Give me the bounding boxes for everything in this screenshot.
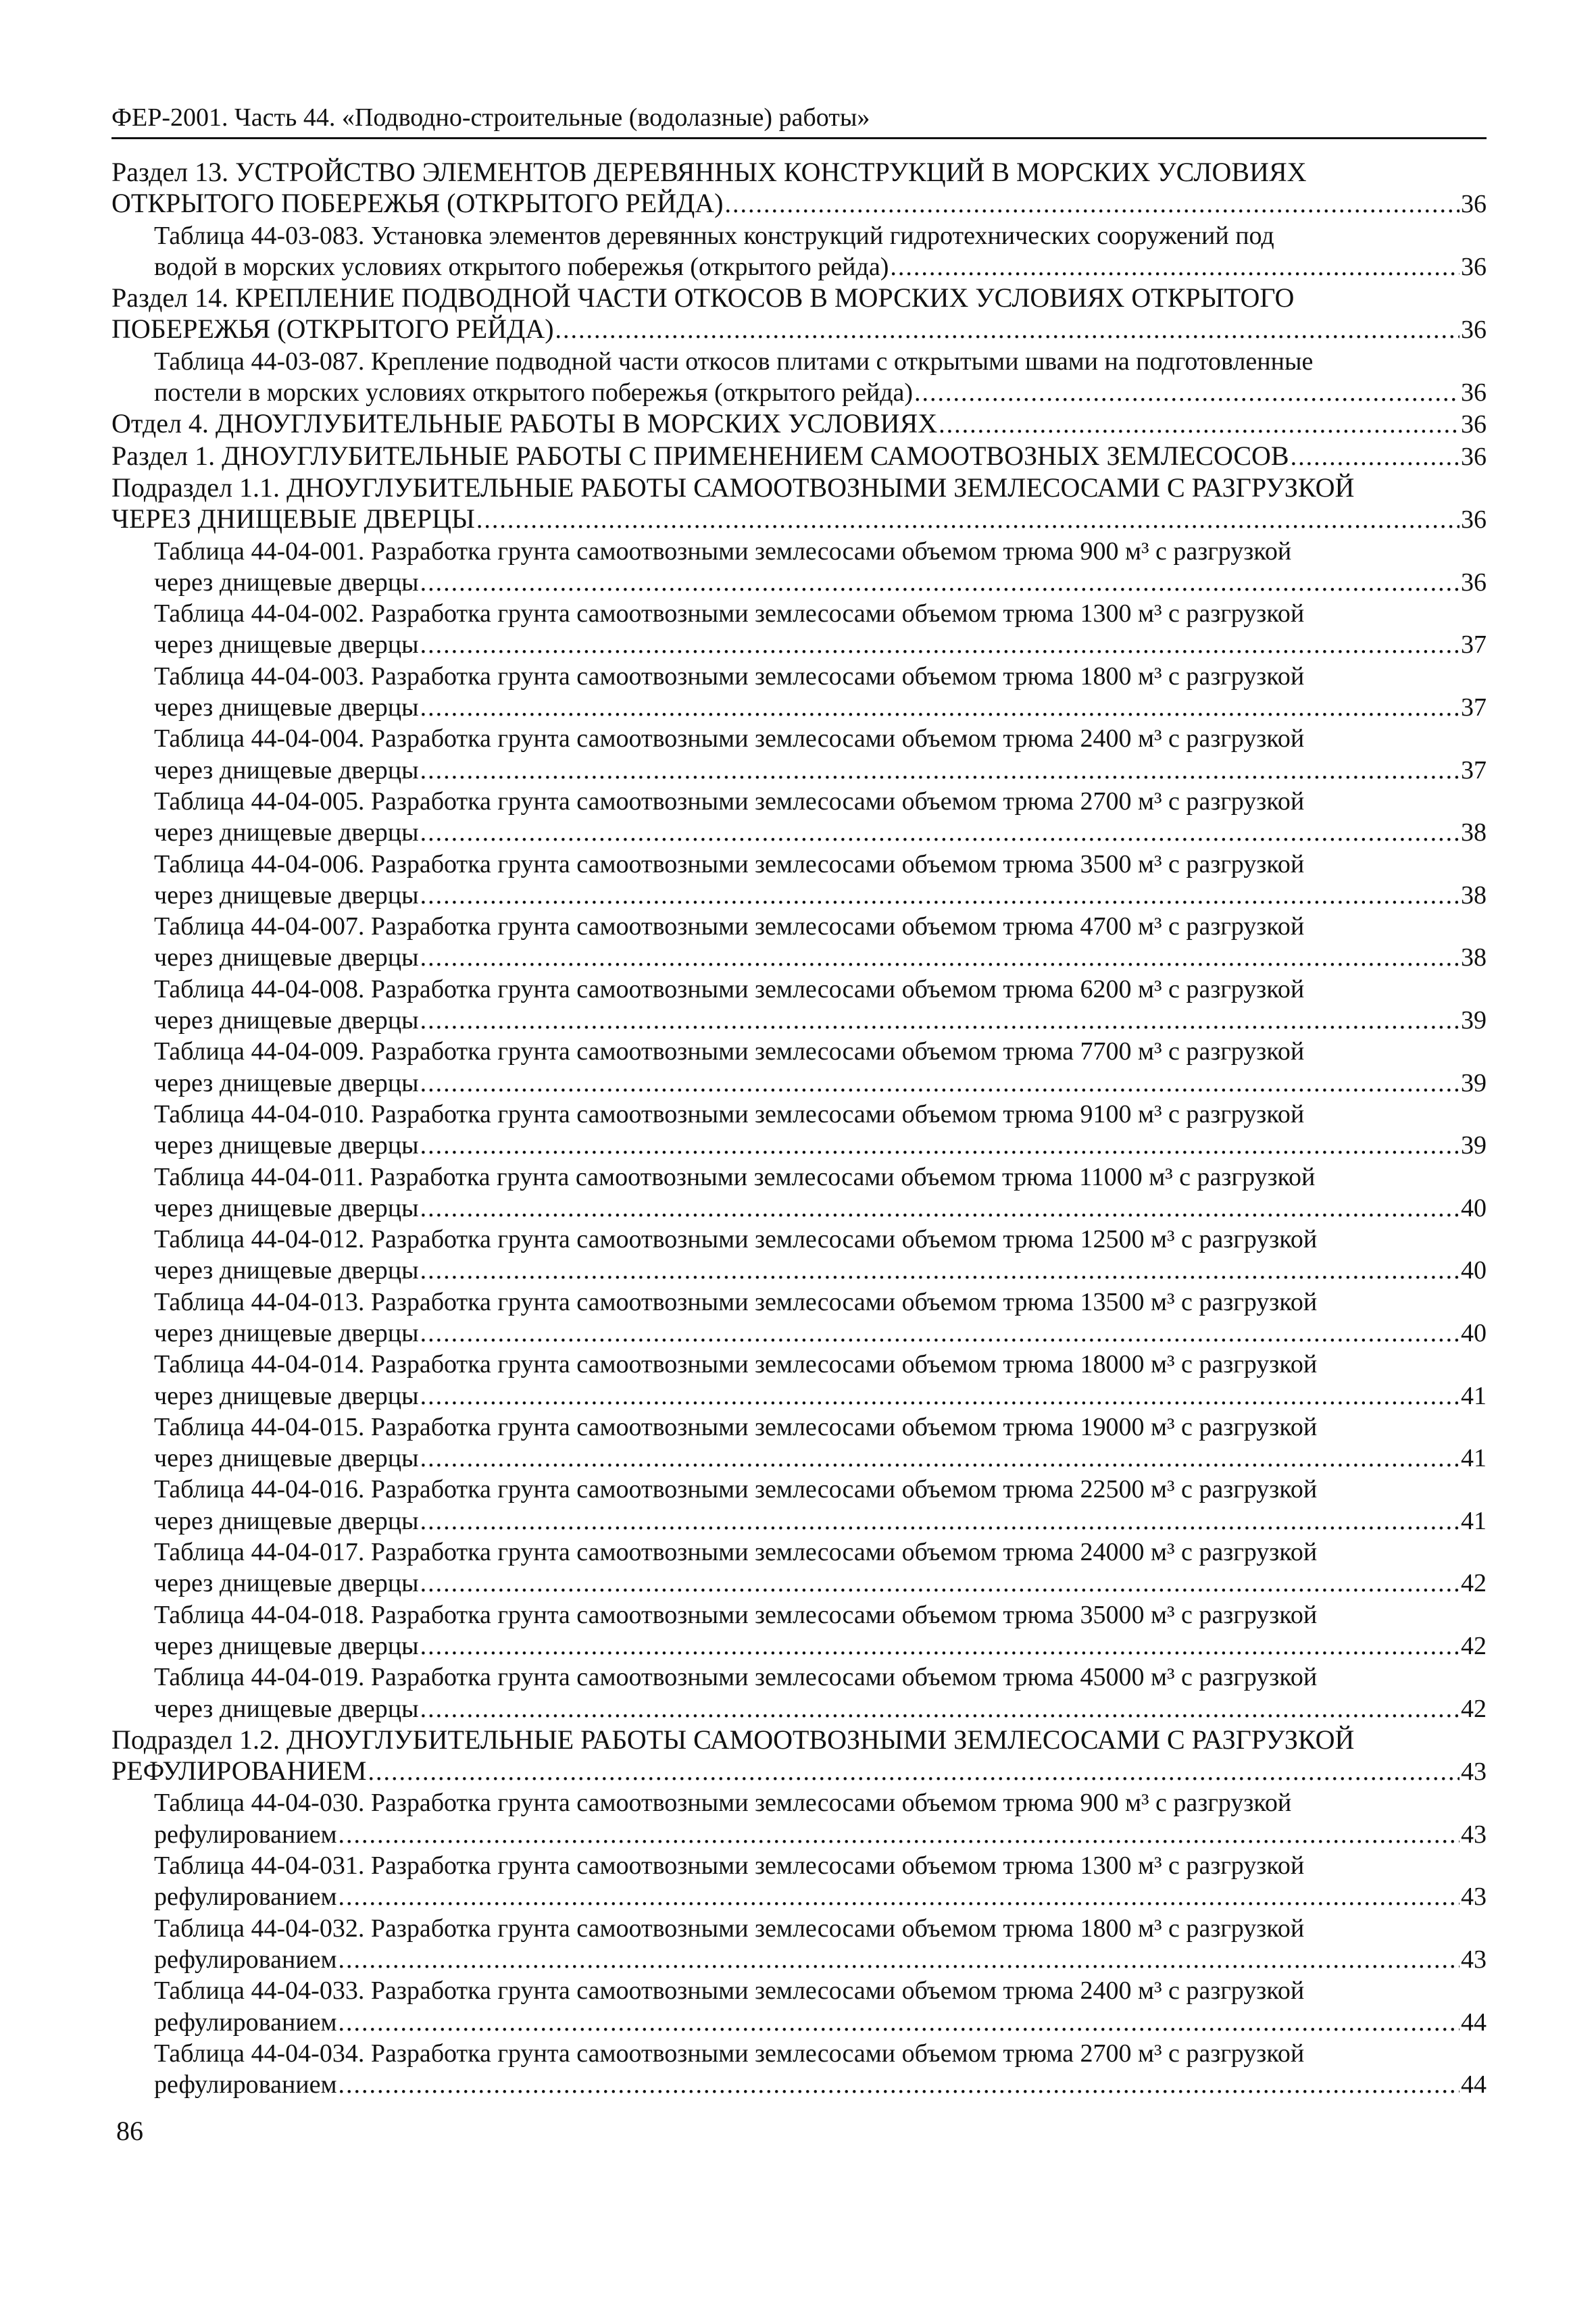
toc-entry-title-line1: Таблица 44-04-034. Разработка грунта самоотвозными землесосами объемом трюма 2700 м³ с разгрузкой [154,2039,1305,2068]
toc-entry-title-tail: рефулированием [154,2070,337,2099]
toc-entry-page: 40 [1461,1256,1487,1285]
dot-leader [420,1631,1460,1662]
dot-leader [420,629,1460,660]
toc-entry-page: 43 [1461,1758,1487,1787]
header-rule [111,137,1487,139]
toc-table-entry [111,1913,1487,1976]
toc-entry-title-line2 [111,1819,1487,1850]
toc-entry-title-line2 [111,377,1487,408]
dot-leader [939,409,1460,440]
dot-leader [420,1568,1460,1599]
toc-entry-title-line2 [111,1881,1487,1912]
toc-entry-page: 36 [1461,316,1487,345]
toc-entry-page: 36 [1461,410,1487,439]
dot-leader [339,2069,1460,2100]
toc-entry-title-tail: через днищевые дверцы [154,880,419,910]
toc-table-entry [111,598,1487,661]
toc-entry-title-line2 [111,1193,1487,1224]
dot-leader [420,1505,1460,1537]
toc-entry-title-tail: через днищевые дверцы [154,1068,419,1097]
toc-entry-page: 42 [1461,1694,1487,1723]
toc-section-entry [111,1724,1487,1788]
toc-entry-page: 36 [1461,378,1487,407]
toc-entry-title-line2 [111,1443,1487,1474]
toc-entry-title-line1: Таблица 44-04-016. Разработка грунта самоотвозными землесосами объемом трюма 22500 м³ с разгрузкой [154,1475,1318,1504]
toc-entry-title-line1: Таблица 44-04-011. Разработка грунта самоотвозными землесосами объемом трюма 11000 м³ с разгрузкой [154,1162,1316,1191]
toc-entry-title-line1: Таблица 44-04-013. Разработка грунта самоотвозными землесосами объемом трюма 13500 м³ с разгрузкой [154,1287,1318,1316]
dot-leader [420,1380,1460,1412]
dot-leader [420,1193,1460,1224]
toc-entry-title-line2 [111,188,1487,220]
toc-entry-title-line1: Таблица 44-04-012. Разработка грунта самоотвозными землесосами объемом трюма 12500 м³ с разгрузкой [154,1225,1318,1254]
toc-entry-title-line2 [111,1130,1487,1161]
toc-entry-title-line1: Таблица 44-04-004. Разработка грунта самоотвозными землесосами объемом трюма 2400 м³ с разгрузкой [154,724,1305,753]
toc-entry-page: 36 [1461,505,1487,534]
toc-entry-page: 40 [1461,1318,1487,1347]
toc-entry-page: 36 [1461,568,1487,597]
dot-leader [420,1318,1460,1349]
toc-entry-title-tail: через днищевые дверцы [154,693,419,722]
toc-entry-title-tail: постели в морских условиях открытого побережья (открытого рейда) [154,378,914,407]
toc-entry-page: 39 [1461,1068,1487,1097]
toc-entry-title-tail: через днищевые дверцы [154,818,419,847]
toc-entry-title-tail: через днищевые дверцы [154,755,419,785]
toc-table-entry [111,849,1487,912]
toc-entry-title-line1: Таблица 44-04-006. Разработка грунта самоотвозными землесосами объемом трюма 3500 м³ с разгрузкой [154,849,1305,878]
toc-entry-title-line1: Таблица 44-04-032. Разработка грунта самоотвозными землесосами объемом трюма 1800 м³ с разгрузкой [154,1914,1305,1943]
toc-entry-title-line1: Таблица 44-04-009. Разработка грунта самоотвозными землесосами объемом трюма 7700 м³ с разгрузкой [154,1037,1305,1066]
toc-entry-title-line2 [111,567,1487,598]
toc-table-entry [111,1850,1487,1913]
toc-entry-title-tail: через днищевые дверцы [154,1006,419,1035]
toc-entry-title-line1: Таблица 44-04-002. Разработка грунта самоотвозными землесосами объемом трюма 1300 м³ с разгрузкой [154,599,1305,628]
toc-entry-title-tail: ОТКРЫТОГО ПОБЕРЕЖЬЯ (ОТКРЫТОГО РЕЙДА) [111,188,724,219]
dot-leader [420,1693,1460,1724]
toc-entry-title-line1: Таблица 44-04-005. Разработка грунта самоотвозными землесосами объемом трюма 2700 м³ с разгрузкой [154,787,1305,816]
dot-leader [890,251,1460,282]
toc-table-entry [111,536,1487,599]
toc-entry-title-line1: Раздел 13. УСТРОЙСТВО ЭЛЕМЕНТОВ ДЕРЕВЯННЫХ КОНСТРУКЦИЙ В МОРСКИХ УСЛОВИЯХ [111,157,1307,187]
toc-entry-page: 41 [1461,1506,1487,1535]
toc-entry-title-tail: через днищевые дверцы [154,1631,419,1660]
toc-entry-title-tail: рефулированием [154,1945,337,1974]
dot-leader [420,1443,1460,1474]
toc-entry-title-tail: ЧЕРЕЗ ДНИЩЕВЫЕ ДВЕРЦЫ [111,503,475,534]
toc-entry-title-tail: водой в морских условиях открытого побережья (открытого рейда) [154,252,889,281]
toc-entry-title-line2 [111,880,1487,911]
toc-entry-title-tail: через днищевые дверцы [154,630,419,659]
toc-entry-page: 36 [1461,190,1487,219]
toc-entry-title-line2 [111,251,1487,282]
dot-leader [339,1881,1460,1912]
toc-table-entry [111,1099,1487,1162]
toc-entry-title-tail: через днищевые дверцы [154,1381,419,1410]
dot-leader [420,692,1460,723]
toc-entry-title-line2 [111,1005,1487,1036]
toc-entry-title-line1: Таблица 44-03-087. Крепление подводной части откосов плитами с открытыми швами на подготовленные [154,347,1314,376]
toc-entry-title-tail: рефулированием [154,1820,337,1849]
toc-table-entry [111,1287,1487,1349]
toc-table-entry [111,1537,1487,1599]
toc-entry-title-line2 [111,314,1487,345]
toc-table-entry [111,1162,1487,1224]
toc-entry-title-tail: РЕФУЛИРОВАНИЕМ [111,1756,367,1787]
toc-entry-page: 42 [1461,1569,1487,1598]
toc-entry-title-line1: Таблица 44-03-083. Установка элементов деревянных конструкций гидротехнических сооружений под [154,221,1274,250]
toc-table-entry [111,723,1487,786]
toc-table-entry [111,1349,1487,1412]
toc-entry-title-line2 [111,2007,1487,2038]
toc-entry-title-tail: через днищевые дверцы [154,1256,419,1285]
toc-entry-title-line2 [111,1756,1487,1787]
toc-entry-title-line1: Таблица 44-04-010. Разработка грунта самоотвозными землесосами объемом трюма 9100 м³ с разгрузкой [154,1099,1305,1128]
toc-table-entry [111,346,1487,409]
toc-entry-page: 44 [1461,2008,1487,2037]
toc-entry-title-line1: Раздел 14. КРЕПЛЕНИЕ ПОДВОДНОЙ ЧАСТИ ОТКОСОВ В МОРСКИХ УСЛОВИЯХ ОТКРЫТОГО [111,282,1295,314]
dot-leader [420,942,1460,973]
toc-entry-title-line1: Таблица 44-04-017. Разработка грунта самоотвозными землесосами объемом трюма 24000 м³ с разгрузкой [154,1538,1318,1567]
dot-leader [1291,441,1460,472]
toc-entry-title-line2 [111,2069,1487,2100]
toc-entry-title-tail: через днищевые дверцы [154,1193,419,1222]
toc-entry-page: 37 [1461,755,1487,785]
toc-entry-title: Раздел 1. ДНОУГЛУБИТЕЛЬНЫЕ РАБОТЫ С ПРИМЕНЕНИЕМ САМООТВОЗНЫХ ЗЕМЛЕСОСОВ [111,440,1289,471]
toc-entry-title-line1: Таблица 44-04-033. Разработка грунта самоотвозными землесосами объемом трюма 2400 м³ с разгрузкой [154,1976,1305,2006]
toc-entry-title-line2 [111,942,1487,973]
toc-table-entry [111,974,1487,1037]
toc-entry-page: 38 [1461,818,1487,847]
toc-table-entry [111,1224,1487,1287]
dot-leader [420,1068,1460,1099]
toc-entry-title-line2 [111,1255,1487,1286]
toc-entry-title-tail: через днищевые дверцы [154,1318,419,1347]
toc-entry-title-line1: Таблица 44-04-003. Разработка грунта самоотвозными землесосами объемом трюма 1800 м³ с разгрузкой [154,662,1305,691]
toc-section-entry [111,282,1487,346]
toc-table-entry [111,1412,1487,1474]
toc-table-entry [111,1036,1487,1099]
toc-entry-page: 44 [1461,2070,1487,2099]
dot-leader [339,1819,1460,1850]
toc-entry-page: 41 [1461,1444,1487,1473]
toc-entry-title-line2 [111,1068,1487,1099]
toc-entry-title-line2 [111,503,1487,535]
dot-leader [555,314,1460,345]
toc-entry-title-tail: через днищевые дверцы [154,1506,419,1535]
toc-entry-title-tail: через днищевые дверцы [154,1131,419,1160]
toc-entry-title-line1: Таблица 44-04-015. Разработка грунта самоотвозными землесосами объемом трюма 19000 м³ с разгрузкой [154,1412,1318,1441]
dot-leader [420,755,1460,786]
toc-entry-title: Отдел 4. ДНОУГЛУБИТЕЛЬНЫЕ РАБОТЫ В МОРСКИХ УСЛОВИЯХ [111,408,938,439]
toc-entry-title-line2 [111,692,1487,723]
toc-entry-title-tail: через днищевые дверцы [154,1444,419,1473]
toc-entry-title-line1: Подраздел 1.1. ДНОУГЛУБИТЕЛЬНЫЕ РАБОТЫ САМООТВОЗНЫМИ ЗЕМЛЕСОСАМИ С РАЗГРУЗКОЙ [111,472,1355,503]
toc-entry-page: 37 [1461,630,1487,659]
toc-entry-title-line2 [111,1944,1487,1975]
toc-entry-page: 41 [1461,1381,1487,1410]
dot-leader [339,1944,1460,1975]
toc-entry-page: 43 [1461,1820,1487,1849]
toc-entry-title-tail: рефулированием [154,1883,337,1912]
dot-leader [368,1756,1460,1787]
dot-leader [420,817,1460,848]
toc-section-entry [111,157,1487,220]
toc-entry-page: 36 [1461,442,1487,471]
toc-entry-page: 38 [1461,880,1487,910]
dot-leader [420,1005,1460,1036]
toc-entry-title-line2 [111,1505,1487,1537]
dot-leader [420,880,1460,911]
toc-entry-title-line2 [111,755,1487,786]
toc-table-entry [111,1975,1487,2038]
toc-entry-title-line1: Таблица 44-04-007. Разработка грунта самоотвозными землесосами объемом трюма 4700 м³ с разгрузкой [154,912,1305,941]
toc-entry-page: 40 [1461,1193,1487,1222]
toc-table-entry [111,1474,1487,1537]
toc-entry-title-line2 [111,817,1487,848]
page-number: 86 [116,2116,143,2146]
toc-table-entry [111,1662,1487,1724]
toc-entry-title-line1: Таблица 44-04-014. Разработка грунта самоотвозными землесосами объемом трюма 18000 м³ с разгрузкой [154,1350,1318,1379]
toc-entry-title-line1: Подраздел 1.2. ДНОУГЛУБИТЕЛЬНЫЕ РАБОТЫ САМООТВОЗНЫМИ ЗЕМЛЕСОСАМИ С РАЗГРУЗКОЙ [111,1724,1355,1755]
toc-entry-title-tail: рефулированием [154,2008,337,2037]
toc-table-entry [111,220,1487,283]
toc-table-entry [111,911,1487,974]
dot-leader [420,1255,1460,1286]
dot-leader [339,2007,1460,2038]
dot-leader [420,1130,1460,1161]
toc-entry-title-tail: через днищевые дверцы [154,568,419,597]
toc-entry-page: 39 [1461,1006,1487,1035]
toc-table-entry [111,1787,1487,1850]
toc-entry-title-tail: через днищевые дверцы [154,943,419,972]
toc-table-entry [111,1599,1487,1662]
toc-entry-title-tail: через днищевые дверцы [154,1569,419,1598]
toc-entry-title-line2 [111,1568,1487,1599]
table-of-contents [111,157,1487,2100]
dot-leader [476,504,1460,535]
toc-entry [111,408,1487,440]
toc-entry-title-tail: ПОБЕРЕЖЬЯ (ОТКРЫТОГО РЕЙДА) [111,314,554,345]
toc-entry-title-line1: Таблица 44-04-031. Разработка грунта самоотвозными землесосами объемом трюма 1300 м³ с разгрузкой [154,1851,1305,1881]
toc-entry-title-line2 [111,1693,1487,1724]
toc-entry-title-line1: Таблица 44-04-030. Разработка грунта самоотвозными землесосами объемом трюма 900 м³ с разгрузкой [154,1789,1292,1818]
toc-entry-page: 43 [1461,1945,1487,1974]
toc-entry-page: 43 [1461,1883,1487,1912]
toc-entry [111,441,1487,472]
toc-entry-title-line2 [111,1380,1487,1412]
toc-entry-title-line2 [111,1631,1487,1662]
toc-table-entry [111,786,1487,849]
toc-entry-page: 42 [1461,1631,1487,1660]
toc-table-entry [111,2038,1487,2101]
running-header: ФЕР-2001. Часть 44. «Подводно-строительные (водолазные) работы» [111,103,870,132]
toc-entry-page: 36 [1461,252,1487,281]
dot-leader [420,567,1460,598]
toc-entry-title-line1: Таблица 44-04-019. Разработка грунта самоотвозными землесосами объемом трюма 45000 м³ с разгрузкой [154,1663,1318,1692]
toc-entry-title-line1: Таблица 44-04-018. Разработка грунта самоотвозными землесосами объемом трюма 35000 м³ с разгрузкой [154,1600,1318,1629]
toc-entry-page: 39 [1461,1131,1487,1160]
toc-section-entry [111,472,1487,536]
dot-leader [914,377,1460,408]
toc-entry-title-line2 [111,629,1487,660]
toc-entry-title-line2 [111,1318,1487,1349]
toc-entry-title-line1: Таблица 44-04-001. Разработка грунта самоотвозными землесосами объемом трюма 900 м³ с разгрузкой [154,537,1292,566]
toc-entry-title-line1: Таблица 44-04-008. Разработка грунта самоотвозными землесосами объемом трюма 6200 м³ с разгрузкой [154,974,1305,1003]
toc-entry-page: 37 [1461,693,1487,722]
toc-table-entry [111,661,1487,724]
toc-entry-page: 38 [1461,943,1487,972]
dot-leader [724,189,1460,220]
toc-entry-title-tail: через днищевые дверцы [154,1694,419,1723]
